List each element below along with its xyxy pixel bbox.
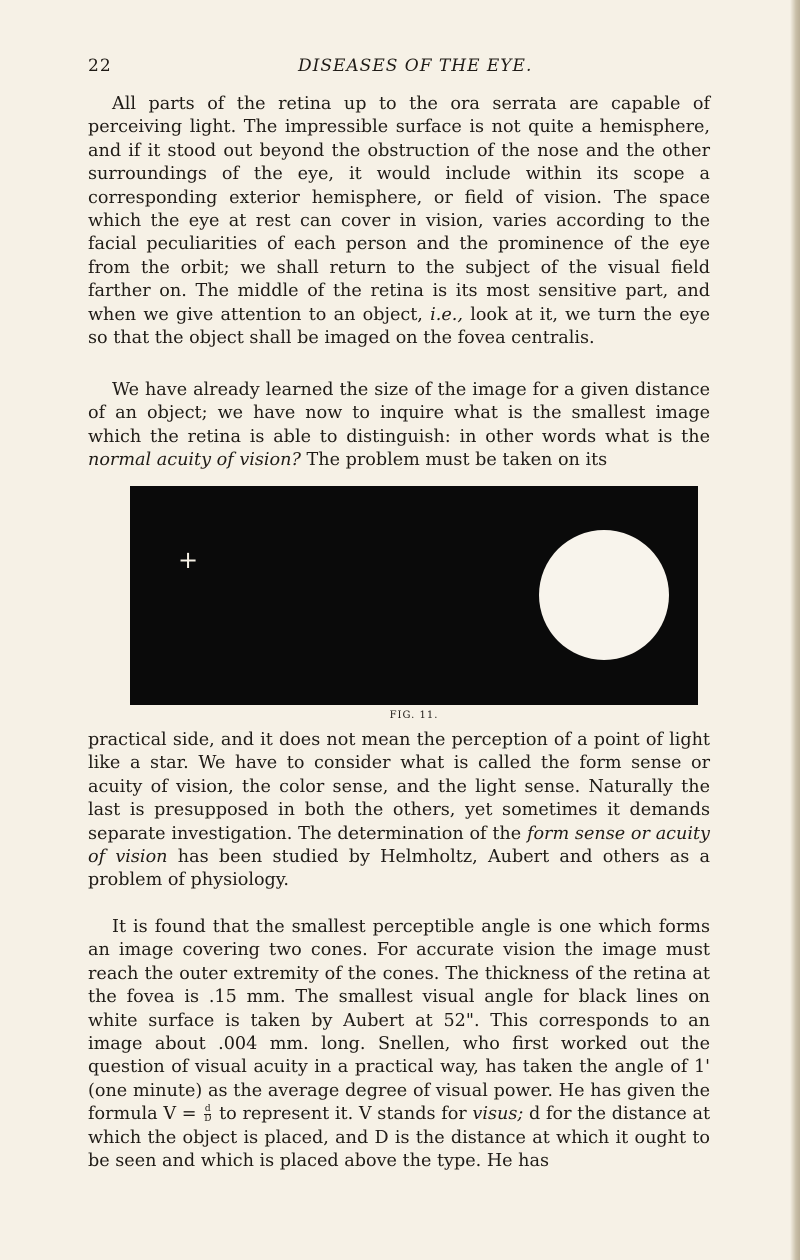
italic-phrase: form sense or acuity of vision [88,823,711,868]
paragraph-form-sense [88,729,710,893]
page-edge [790,0,800,1260]
italic-phrase: i.e., [430,304,463,325]
paragraph-smallest-angle [88,916,710,1173]
white-disc [539,530,669,660]
fraction-denominator: D [204,1113,212,1124]
fraction-numerator: d [204,1103,211,1114]
figure-caption: FIG. 11. [389,710,439,721]
italic-phrase: normal acuity of vision? [88,450,301,471]
figure-11-illustration [130,486,698,705]
page-header [88,56,708,86]
formula-fraction [204,1105,211,1124]
paragraph-text: practical side, and it does not mean the perception of a point of light like a star. We have to consider what is called the form sense or acuity of vision, the color sense, and the light sense. Naturally the last is presupposed in both the others, yet sometimes it demands separate investigation. The determination of the [88,730,710,844]
paragraph-text: has been studied by Helmholtz, Aubert and others as a problem of physiology. [88,847,711,891]
paragraph-text: The problem must be taken on its [306,450,608,471]
paragraph-retina [88,93,710,350]
paragraph-text: We have already learned the size of the image for a given distance of an object; we have now to inquire what is the smallest image which the retina is able to distinguish: in other words what is the [88,380,710,447]
paragraph-text: d for the distance at which the object is placed, and D is the distance at which it ought to be seen and which is placed above the type. He has [88,1104,711,1172]
fixation-cross-icon: + [178,546,199,574]
paragraph-text: to represent it. V stands for [219,1104,467,1125]
running-title: DISEASES OF THE EYE. [298,56,533,76]
page-number: 22 [88,56,112,76]
italic-phrase: visus; [472,1104,524,1125]
paragraph-acuity-question [88,379,710,473]
paragraph-text: All parts of the retina up to the ora serrata are capable of perceiving light. The impressible surface is not quite a hemisphere, and if it stood out beyond the obstruction of the nose and the other surroundings of the eye, it would include within its scope a corresponding exterior hemisphere, or field of vision. The space which the eye at rest can cover in vision, varies according to the facial peculiarities of each person and the prominence of the eye from the orbit; we shall return to the subject of the visual field farther on. The middle of the retina is its most sensitive part, and when we give attention to an object, [88,94,710,325]
paragraph-text: It is found that the smallest perceptible angle is one which forms an image covering two cones. For accurate vision the image must reach the outer extremity of the cones. The thickness of the retina at the fovea is .15 mm. The smallest visual angle for black lines on white surface is taken by Aubert at 52". This corresponds to an image about .004 mm. long. Snellen, who first worked out the question of visual acuity in a practical way, has taken the angle of 1' (one minute) as the average degree of visual power. He has given the formula V = [88,917,710,1125]
paragraph-text: look at it, we turn the eye so that the object shall be imaged on the fovea centralis. [88,304,711,349]
